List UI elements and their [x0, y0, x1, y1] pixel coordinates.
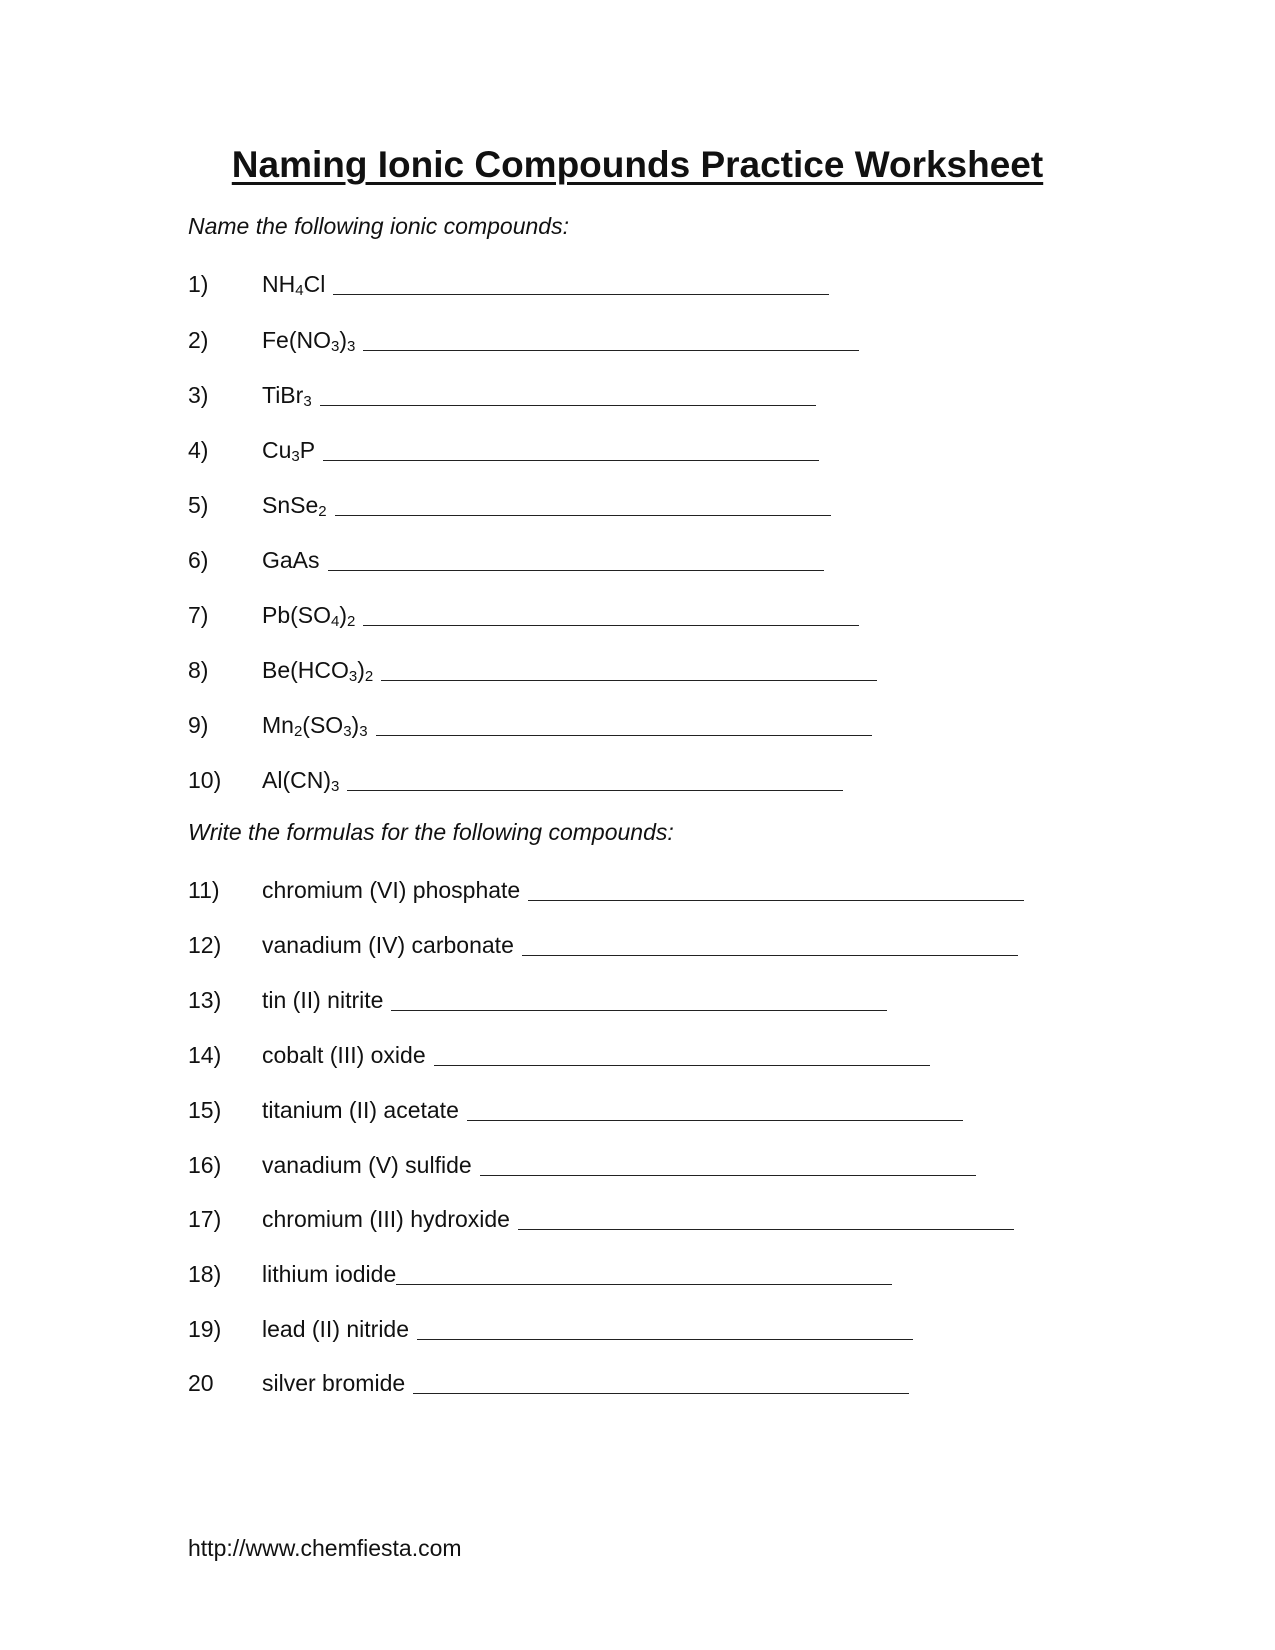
- compound-formula: [262, 711, 368, 739]
- answer-blank[interactable]: [396, 1284, 892, 1285]
- answer-blank[interactable]: [434, 1065, 930, 1066]
- formula-text: Cu: [262, 437, 292, 463]
- answer-blank[interactable]: [381, 680, 877, 681]
- question-number: 19): [188, 1316, 222, 1342]
- question-number: 10): [188, 767, 222, 793]
- question-number: 14): [188, 1042, 222, 1068]
- answer-blank[interactable]: [347, 790, 843, 791]
- answer-blank[interactable]: [376, 735, 872, 736]
- compound-formula: [262, 766, 339, 794]
- formula-subscript: 3: [331, 778, 340, 795]
- formula-text: vanadium (V) sulfide: [262, 1152, 472, 1178]
- answer-blank[interactable]: [328, 570, 824, 571]
- formula-subscript: 3: [348, 668, 358, 685]
- formula-subscript: 2: [318, 503, 327, 520]
- question-row: [188, 707, 872, 739]
- answer-blank[interactable]: [480, 1175, 976, 1176]
- compound-name: [262, 1096, 459, 1124]
- section2-instruction: Write the formulas for the following compounds:: [188, 819, 674, 845]
- compound-name: [262, 1151, 472, 1179]
- compound-name: [262, 1369, 405, 1397]
- question-row: [188, 762, 843, 794]
- formula-text: vanadium (IV) carbonate: [262, 932, 514, 958]
- question-number: 5): [188, 492, 209, 518]
- formula-text: Fe(NO: [262, 327, 331, 353]
- formula-subscript: 4: [331, 613, 340, 630]
- compound-name: [262, 986, 383, 1014]
- formula-text: Al(CN): [262, 767, 331, 793]
- compound-formula: [262, 546, 320, 574]
- question-row: [188, 542, 824, 574]
- compound-formula: [262, 381, 312, 409]
- formula-text: chromium (VI) phosphate: [262, 877, 521, 903]
- question-number: 2): [188, 327, 209, 353]
- answer-blank[interactable]: [363, 625, 859, 626]
- formula-text: lead (II) nitride: [262, 1316, 410, 1342]
- formula-text: Cl: [303, 271, 326, 297]
- question-row: [188, 1147, 976, 1179]
- formula-text: GaAs: [262, 547, 320, 573]
- formula-subscript: 2: [364, 668, 374, 685]
- compound-formula: [262, 656, 373, 684]
- question-number: 4): [188, 437, 209, 463]
- formula-text: ): [339, 327, 348, 353]
- question-row: [188, 1037, 930, 1069]
- formula-text: ): [351, 712, 360, 738]
- question-number: 20: [188, 1370, 214, 1396]
- formula-text: ): [339, 602, 348, 628]
- formula-text: cobalt (III) oxide: [262, 1042, 426, 1068]
- question-number: 16): [188, 1152, 222, 1178]
- question-number: 15): [188, 1097, 222, 1123]
- answer-blank[interactable]: [363, 350, 859, 351]
- answer-blank[interactable]: [335, 515, 831, 516]
- formula-text: SnSe: [262, 492, 319, 518]
- question-row: [188, 872, 1024, 904]
- formula-text: silver bromide: [262, 1370, 406, 1396]
- formula-text: Pb(SO: [262, 602, 332, 628]
- answer-blank[interactable]: [518, 1229, 1014, 1230]
- question-number: 6): [188, 547, 209, 573]
- question-number: 12): [188, 932, 222, 958]
- compound-name: [262, 876, 520, 904]
- compound-name: [262, 1041, 426, 1069]
- formula-text: ): [357, 657, 365, 683]
- question-row: [188, 1311, 913, 1343]
- formula-subscript: 4: [295, 282, 304, 299]
- formula-subscript: 3: [347, 338, 356, 355]
- formula-text: TiBr: [262, 382, 304, 408]
- formula-subscript: 3: [291, 448, 300, 465]
- answer-blank[interactable]: [467, 1120, 963, 1121]
- compound-name: [262, 1315, 409, 1343]
- compound-formula: [262, 436, 315, 464]
- question-number: 1): [188, 271, 209, 297]
- footer-url[interactable]: http://www.chemfiesta.com: [188, 1535, 462, 1561]
- question-row: [188, 432, 819, 464]
- question-row: [188, 487, 831, 519]
- question-row: [188, 982, 887, 1014]
- question-row: [188, 377, 816, 409]
- question-row: [188, 266, 829, 298]
- question-number: 11): [188, 877, 220, 903]
- formula-text: Mn: [262, 712, 294, 738]
- question-number: 13): [188, 987, 222, 1013]
- formula-text: NH: [262, 271, 296, 297]
- formula-text: Be(HCO: [262, 657, 349, 683]
- question-row: [188, 927, 1018, 959]
- compound-formula: [262, 491, 327, 519]
- answer-blank[interactable]: [417, 1339, 913, 1340]
- formula-subscript: 3: [343, 723, 352, 740]
- question-number: 3): [188, 382, 209, 408]
- answer-blank[interactable]: [323, 460, 819, 461]
- compound-formula: [262, 270, 325, 298]
- question-number: 18): [188, 1261, 222, 1287]
- compound-name: [262, 1260, 396, 1288]
- question-row: [188, 652, 877, 684]
- question-number: 9): [188, 712, 209, 738]
- answer-blank[interactable]: [528, 900, 1024, 901]
- formula-subscript: 3: [359, 723, 368, 740]
- formula-text: titanium (II) acetate: [262, 1097, 459, 1123]
- compound-name: [262, 931, 514, 959]
- formula-subscript: 3: [331, 338, 340, 355]
- formula-subscript: 3: [303, 393, 312, 410]
- question-row: [188, 1365, 909, 1397]
- formula-text: P: [299, 437, 316, 463]
- question-row: [188, 597, 859, 629]
- question-number: 8): [188, 657, 209, 683]
- formula-subscript: 2: [347, 613, 356, 630]
- formula-text: lithium iodide: [262, 1261, 397, 1287]
- formula-subscript: 2: [293, 723, 303, 740]
- compound-formula: [262, 601, 355, 629]
- worksheet-title: Naming Ionic Compounds Practice Worksheet: [231, 144, 1044, 185]
- answer-blank[interactable]: [320, 405, 816, 406]
- question-number: 17): [188, 1206, 222, 1232]
- answer-blank[interactable]: [333, 294, 829, 295]
- formula-text: chromium (III) hydroxide: [262, 1206, 510, 1232]
- question-row: [188, 1256, 892, 1288]
- question-row: [188, 1201, 1014, 1233]
- answer-blank[interactable]: [413, 1393, 909, 1394]
- formula-text: (SO: [302, 712, 344, 738]
- compound-formula: [262, 326, 355, 354]
- question-number: 7): [188, 602, 209, 628]
- answer-blank[interactable]: [522, 955, 1018, 956]
- question-row: [188, 322, 859, 354]
- formula-text: tin (II) nitrite: [262, 987, 384, 1013]
- compound-name: [262, 1205, 510, 1233]
- answer-blank[interactable]: [391, 1010, 887, 1011]
- section1-instruction: Name the following ionic compounds:: [188, 213, 569, 239]
- question-row: [188, 1092, 963, 1124]
